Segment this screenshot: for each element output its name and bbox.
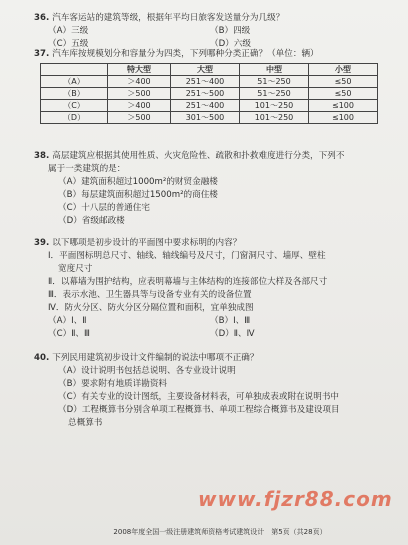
table-cell: 301～500 (171, 112, 240, 124)
question-number: 37. (34, 49, 50, 59)
question-number: 36. (34, 13, 50, 23)
table-cell: ≤100 (309, 100, 378, 112)
table-row (41, 88, 378, 100)
table-header: 特大型 (108, 64, 171, 76)
question-text: 汽车库按规模划分和容量分为四类，下列哪种分类正确？（单位：辆） (52, 49, 319, 59)
table-row (41, 76, 378, 88)
option-d: （D）六级 (210, 39, 251, 49)
question-40 (34, 352, 394, 430)
option-a: （A）三级 (48, 26, 89, 36)
table-cell: 251～400 (171, 76, 240, 88)
option-a: （A）建筑面积超过1000m²的财贸金融楼 (58, 177, 218, 187)
statement-1-continued: 宽度尺寸 (58, 264, 93, 274)
question-text: 汽车客运站的建筑等级，根据年平均日旅客发送量分为几级？ (52, 13, 285, 23)
question-36 (34, 12, 394, 51)
table-header: 中型 (240, 64, 309, 76)
question-text: 以下哪项是初步设计的平面图中要求标明的内容？ (52, 238, 242, 248)
garage-classification-table (40, 63, 378, 124)
table-cell: 251～500 (171, 88, 240, 100)
question-number: 39. (34, 238, 50, 248)
option-a: （A）设计说明书包括总说明、各专业设计说明 (58, 366, 236, 376)
statement-4: Ⅳ．防火分区、防火分区分隔位置和面积，宜单独成图 (48, 303, 254, 313)
table-cell: （B） (41, 88, 108, 100)
option-c: （C）Ⅱ、Ⅲ (48, 329, 90, 339)
question-number: 40. (34, 353, 50, 363)
question-text: 高层建筑应根据其使用性质、火灾危险性、疏散和扑救难度进行分类，下列不 (52, 151, 345, 161)
option-b: （B）每层建筑面积超过1500m²的商住楼 (58, 190, 218, 200)
table-cell: 51～250 (240, 76, 309, 88)
statement-3: Ⅲ．表示水池、卫生器具等与设备专业有关的设备位置 (48, 290, 252, 300)
table-cell: 51～250 (240, 88, 309, 100)
option-d: （D）Ⅱ、Ⅳ (210, 329, 255, 339)
table-header (41, 64, 108, 76)
table-header: 小型 (309, 64, 378, 76)
page-footer: 2008年度全国一级注册建筑师资格考试建筑设计 第5页（共28页） (113, 528, 327, 536)
table-cell: ≤50 (309, 76, 378, 88)
question-text-continued: 属于一类建筑的是： (48, 164, 126, 174)
option-c: （C）有关专业的设计图纸，主要设备材料表，可单独成表或附在说明书中 (58, 392, 340, 402)
table-cell: ＞500 (108, 88, 171, 100)
question-37 (34, 48, 394, 61)
website-watermark: www.fjzr88.com (198, 487, 393, 511)
option-b: （B）Ⅰ、Ⅲ (210, 316, 251, 326)
table-cell: ＞500 (108, 112, 171, 124)
table-cell: ≤50 (309, 88, 378, 100)
option-b: （B）四级 (210, 26, 251, 36)
option-c: （C）十八层的普通住宅 (58, 203, 150, 213)
question-text: 下列民用建筑初步设计文件编制的说法中哪项不正确？ (52, 353, 259, 363)
table-cell: 251～400 (171, 100, 240, 112)
table-cell: ＞400 (108, 76, 171, 88)
table-row (41, 112, 378, 124)
table-cell: ≤100 (309, 112, 378, 124)
table-header: 大型 (171, 64, 240, 76)
question-38 (34, 150, 394, 228)
table-cell: 101～250 (240, 112, 309, 124)
table-row (41, 100, 378, 112)
option-d: （D）工程概算书分别含单项工程概算书、单项工程综合概算书及建设项目 (58, 405, 340, 415)
option-d: （D）省级邮政楼 (58, 216, 125, 226)
table-header-row (41, 64, 378, 76)
table-cell: 101～250 (240, 100, 309, 112)
table-cell: （C） (41, 100, 108, 112)
statement-1: Ⅰ．平面图标明总尺寸、轴线、轴线编号及尺寸，门窗洞尺寸、墙厚、壁柱 (48, 251, 326, 261)
option-d-continued: 总概算书 (68, 418, 103, 428)
table-cell: ＞400 (108, 100, 171, 112)
question-number: 38. (34, 151, 50, 161)
statement-2: Ⅱ．以幕墙为围护结构，应表明幕墙与主体结构的连接部位大样及各部尺寸 (48, 277, 328, 287)
option-c: （C）五级 (48, 39, 89, 49)
table-cell: （D） (41, 112, 108, 124)
option-b: （B）要求附有地质详勘资料 (58, 379, 168, 389)
question-39 (34, 237, 394, 341)
table-cell: （A） (41, 76, 108, 88)
option-a: （A）Ⅰ、Ⅱ (48, 316, 87, 326)
